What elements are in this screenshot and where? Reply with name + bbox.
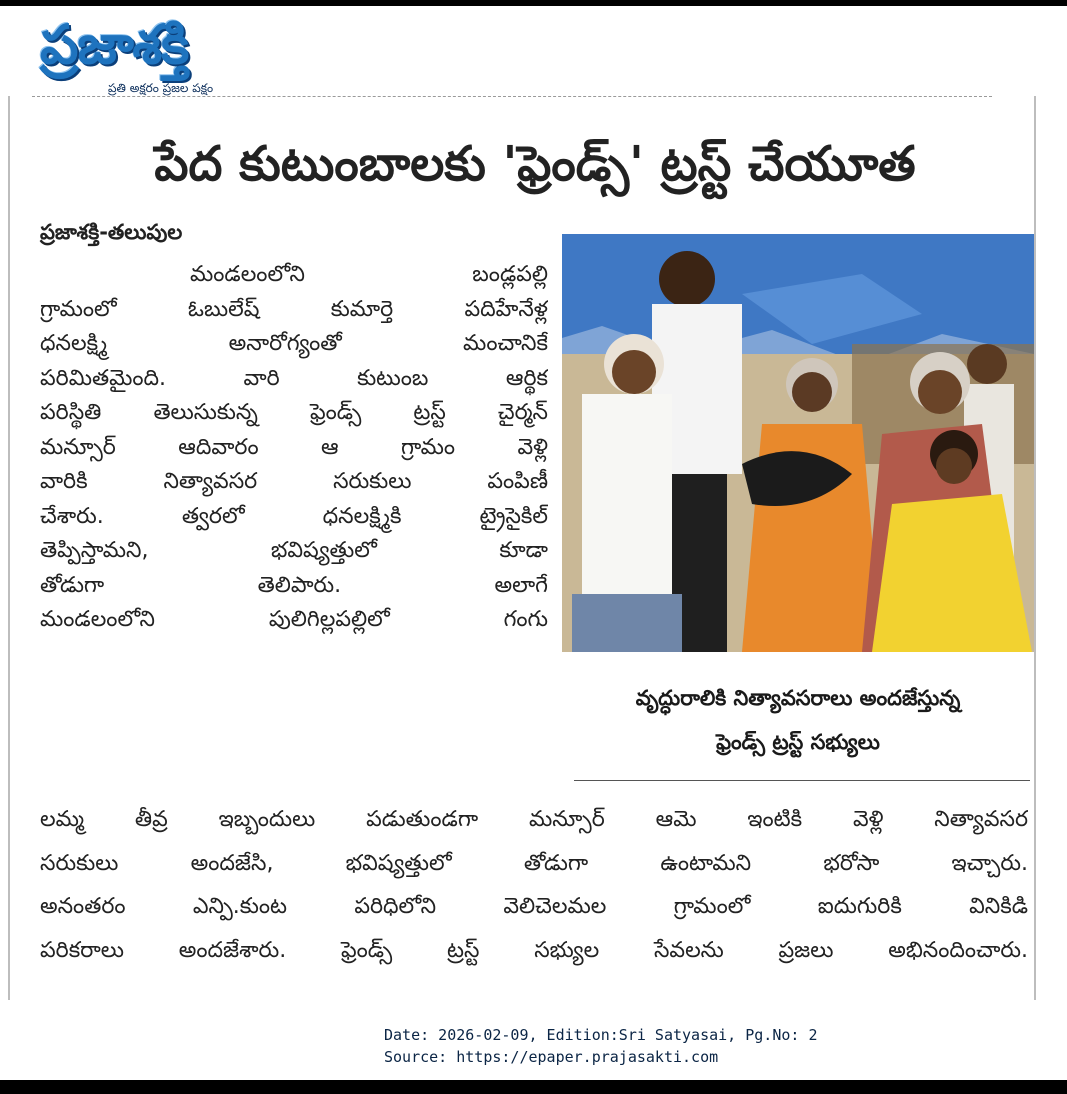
bottom-border <box>0 1080 1067 1094</box>
body-line: లమ్మ తీవ్ర ఇబ్బందులు పడుతుండగా మన్సూర్ ఆమె ఇంటికి వెళ్లి నిత్యావసర <box>40 807 1028 832</box>
edition-source <box>384 1024 817 1068</box>
body-line: చేశారు. త్వరలో ధనలక్ష్మికి ట్రైసైకిల్ <box>40 503 548 529</box>
body-line: తోడుగా తెలిపారు. అలాగే <box>40 572 548 598</box>
clipped-previous-text-edge <box>32 96 992 107</box>
masthead-logo <box>40 14 310 102</box>
article-headline: పేద కుటుంబాలకు 'ఫ్రెండ్స్' ట్రస్ట్ చేయూత <box>154 136 916 192</box>
body-line: గ్రామంలో ఓబులేష్ కుమార్తె పదిహేనేళ్ల <box>40 296 548 322</box>
caption-divider <box>574 780 1030 781</box>
body-line: వారికి నిత్యావసర సరుకులు పంపిణీ <box>40 469 548 494</box>
photo-caption <box>562 676 1034 764</box>
body-line: పరిస్థితి తెలుసుకున్న ఫ్రెండ్స్ ట్రస్ట్ చైర్మన్ <box>40 400 548 425</box>
top-border <box>0 0 1067 6</box>
body-line: సరుకులు అందజేసి, భవిష్యత్తులో తోడుగా ఉంటామని భరోసా ఇచ్చారు. <box>40 850 1028 876</box>
caption-line: వృద్ధురాలికి నిత్యావసరాలు అందజేస్తున్న <box>635 686 961 710</box>
article-wide-body <box>40 798 1028 972</box>
edition-date-line: Date: 2026-02-09, Edition:Sri Satyasai, Pg.No: 2 <box>384 1026 818 1044</box>
body-line: ధనలక్ష్మి అనారోగ్యంతో మంచానికే <box>40 331 548 356</box>
masthead-tagline: ప్రతి అక్షరం ప్రజల పక్షం <box>108 81 214 95</box>
source-url: Source: https://epaper.prajasakti.com <box>384 1048 719 1066</box>
article-dateline: ప్రజాశక్తి-తలుపుల <box>40 220 183 244</box>
article-column <box>40 258 548 638</box>
caption-line: ఫ్రెండ్స్ ట్రస్ట్ సభ్యులు <box>716 730 880 754</box>
body-line: పరిమితమైంది. వారి కుటుంబ ఆర్థిక <box>40 365 548 391</box>
body-line: పరికరాలు అందజేశారు. ఫ్రెండ్స్ ట్రస్ట్ సభ్యుల సేవలను ప్రజలు అభినందించారు. <box>40 937 1028 963</box>
body-line: అనంతరం ఎన్పి.కుంట పరిధిలోని వెలిచెలమల గ్రామంలో ఐదుగురికి వినికిడి <box>40 894 1028 919</box>
body-line: మన్సూర్ ఆదివారం ఆ గ్రామం వెళ్లి <box>40 434 548 460</box>
article-photo <box>562 234 1034 652</box>
body-line: తెప్పిస్తామని, భవిష్యత్తులో కూడా <box>40 538 548 563</box>
body-line: మండలంలోని బండ్లపల్లి <box>190 262 548 287</box>
masthead-title: ప్రజాశక్తి <box>40 13 189 76</box>
body-line: మండలంలోని పులిగిల్లపల్లిలో గంగు <box>40 607 548 632</box>
